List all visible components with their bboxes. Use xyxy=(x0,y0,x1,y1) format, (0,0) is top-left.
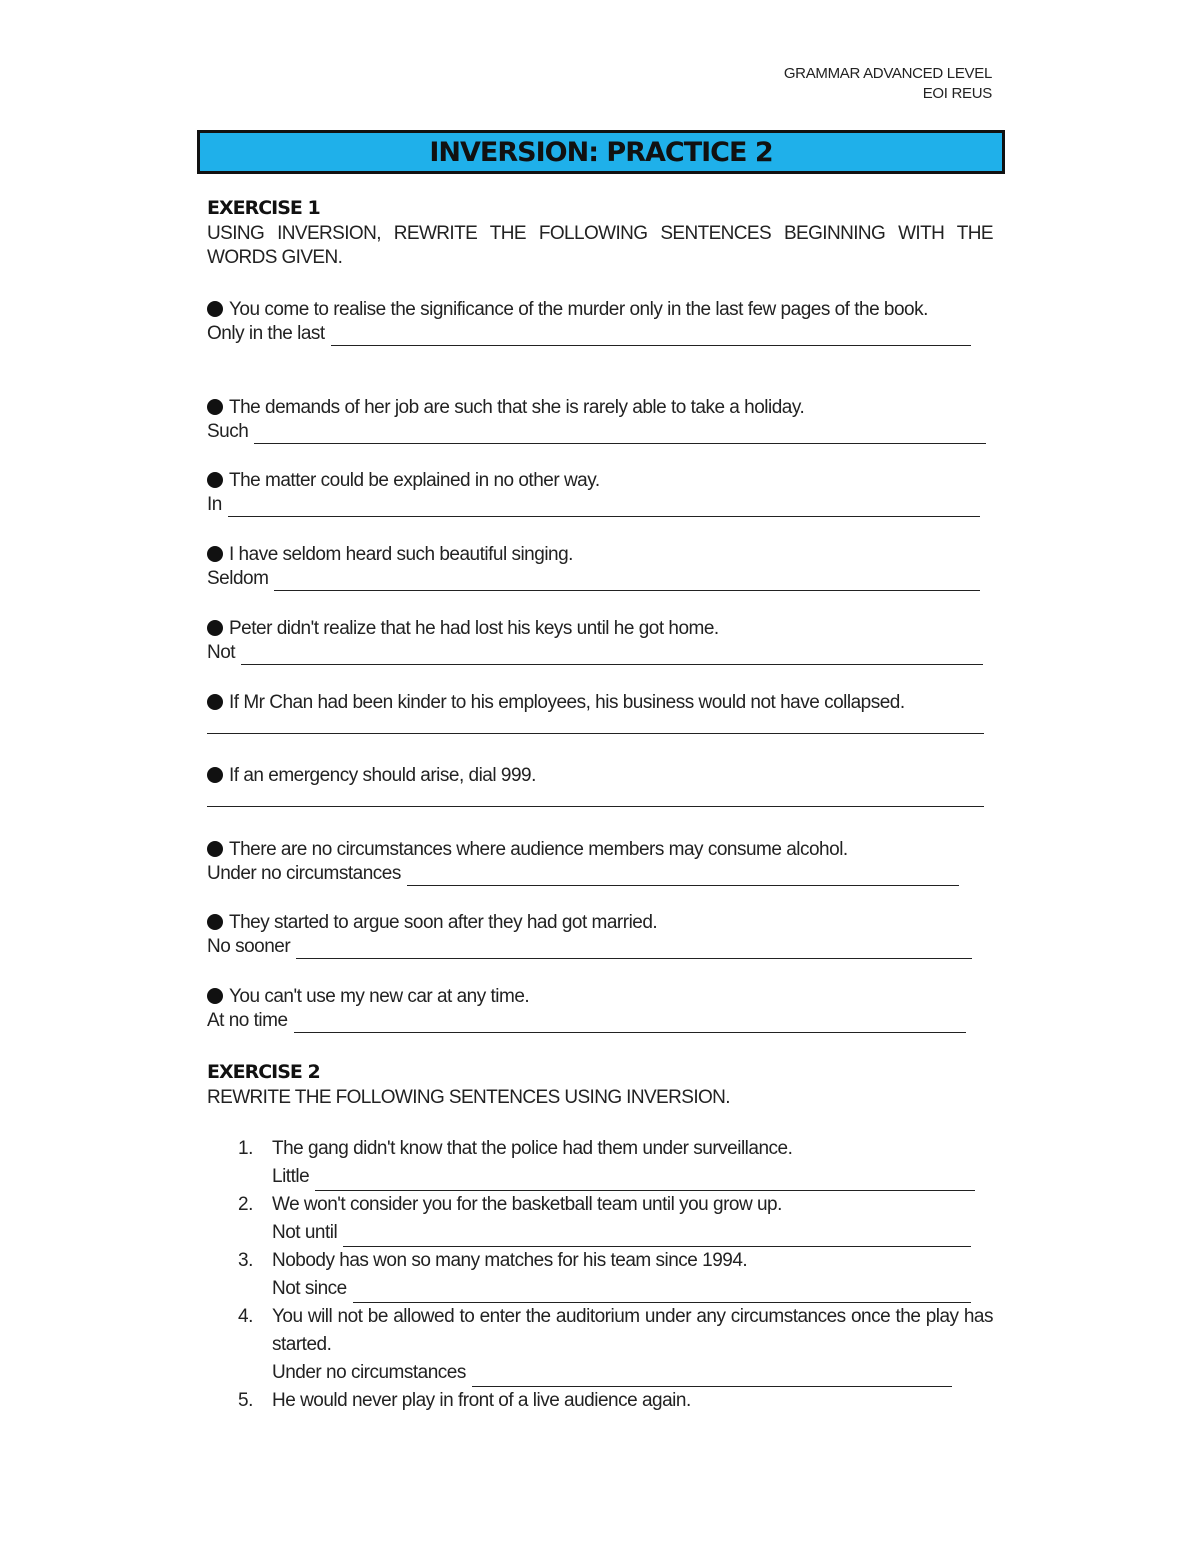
title-banner xyxy=(197,130,1005,174)
exercise-1-item xyxy=(207,617,997,665)
exercise-1-item xyxy=(207,838,997,886)
exercise-1-item xyxy=(207,985,997,1033)
item-prompt: Seldom xyxy=(207,568,269,589)
item-sentence: If Mr Chan had been kinder to his employees, his business would not have collapsed. xyxy=(229,692,905,713)
item-prompt: Not until xyxy=(272,1222,338,1243)
item-sentence: They started to argue soon after they had got married. xyxy=(229,912,658,933)
item-prompt: Not since xyxy=(272,1278,347,1299)
item-prompt: At no time xyxy=(207,1010,288,1031)
answer-line[interactable] xyxy=(331,327,971,346)
answer-line[interactable] xyxy=(353,1284,971,1303)
bullet-icon xyxy=(207,767,223,783)
bullet-icon xyxy=(207,546,223,562)
exercise-1-item xyxy=(207,691,997,734)
bullet-icon xyxy=(207,841,223,857)
bullet-icon xyxy=(207,988,223,1004)
item-sentence: Nobody has won so many matches for his team since 1994. xyxy=(272,1250,748,1271)
item-number: 2. xyxy=(238,1194,253,1215)
answer-line[interactable] xyxy=(228,498,980,517)
numbered-item xyxy=(238,1135,993,1191)
item-sentence: He would never play in front of a live audience again. xyxy=(272,1390,691,1411)
item-prompt: In xyxy=(207,494,222,515)
exercise-1-item xyxy=(207,764,997,807)
answer-line[interactable] xyxy=(343,1228,971,1247)
item-sentence: I have seldom heard such beautiful singing. xyxy=(229,544,573,565)
item-sentence: You can't use my new car at any time. xyxy=(229,986,530,1007)
item-sentence: There are no circumstances where audience members may consume alcohol. xyxy=(229,839,848,860)
item-sentence: You come to realise the significance of the murder only in the last few pages of the book. xyxy=(229,299,928,320)
item-prompt: Under no circumstances xyxy=(207,863,401,884)
exercise-2-instruction: REWRITE THE FOLLOWING SENTENCES USING INVERSION. xyxy=(207,1087,730,1108)
numbered-item xyxy=(238,1387,993,1415)
item-number: 5. xyxy=(238,1390,253,1411)
numbered-item xyxy=(238,1247,993,1303)
item-prompt: Only in the last xyxy=(207,323,325,344)
item-sentence: The gang didn't know that the police had them under surveillance. xyxy=(272,1138,793,1159)
answer-line[interactable] xyxy=(294,1014,966,1033)
item-sentence: The matter could be explained in no other way. xyxy=(229,470,600,491)
answer-line[interactable] xyxy=(315,1172,975,1191)
page-header xyxy=(620,64,992,104)
item-prompt: Such xyxy=(207,421,249,442)
answer-line[interactable] xyxy=(407,867,959,886)
item-prompt: Little xyxy=(272,1166,310,1187)
item-number: 1. xyxy=(238,1138,253,1159)
item-sentence: If an emergency should arise, dial 999. xyxy=(229,765,536,786)
answer-line[interactable] xyxy=(254,425,986,444)
item-prompt: Under no circumstances xyxy=(272,1362,466,1383)
exercise-1-item xyxy=(207,543,997,591)
exercise-1-heading: EXERCISE 1 xyxy=(207,197,320,219)
item-sentence: We won't consider you for the basketball team until you grow up. xyxy=(272,1194,782,1215)
item-prompt: Not xyxy=(207,642,236,663)
item-sentence: The demands of her job are such that she is rarely able to take a holiday. xyxy=(229,397,805,418)
bullet-icon xyxy=(207,301,223,317)
exercise-1-item xyxy=(207,911,997,959)
item-sentence: You will not be allowed to enter the auditorium under any circumstances once the play has started. xyxy=(272,1306,993,1355)
header-course: GRAMMAR ADVANCED LEVEL xyxy=(783,65,992,82)
exercise-2-list xyxy=(238,1135,993,1415)
answer-line[interactable] xyxy=(472,1368,952,1387)
exercise-1-instruction: USING INVERSION, REWRITE THE FOLLOWING SENTENCES BEGINNING WITH THE WORDS GIVEN. xyxy=(207,223,993,268)
exercise-2-heading: EXERCISE 2 xyxy=(207,1061,320,1083)
item-number: 4. xyxy=(238,1306,253,1327)
answer-line[interactable] xyxy=(207,788,984,807)
exercise-1-item xyxy=(207,469,997,517)
item-number: 3. xyxy=(238,1250,253,1271)
bullet-icon xyxy=(207,399,223,415)
exercise-1-item xyxy=(207,298,997,346)
exercise-1-item xyxy=(207,396,997,444)
bullet-icon xyxy=(207,472,223,488)
answer-line[interactable] xyxy=(241,646,983,665)
header-school: EOI REUS xyxy=(922,85,992,102)
answer-line[interactable] xyxy=(207,715,984,734)
bullet-icon xyxy=(207,620,223,636)
page-title: INVERSION: PRACTICE 2 xyxy=(429,137,773,168)
item-prompt: No sooner xyxy=(207,936,291,957)
numbered-item xyxy=(238,1303,993,1387)
bullet-icon xyxy=(207,694,223,710)
bullet-icon xyxy=(207,914,223,930)
answer-line[interactable] xyxy=(296,940,972,959)
answer-line[interactable] xyxy=(274,572,980,591)
item-sentence: Peter didn't realize that he had lost his keys until he got home. xyxy=(229,618,719,639)
numbered-item xyxy=(238,1191,993,1247)
